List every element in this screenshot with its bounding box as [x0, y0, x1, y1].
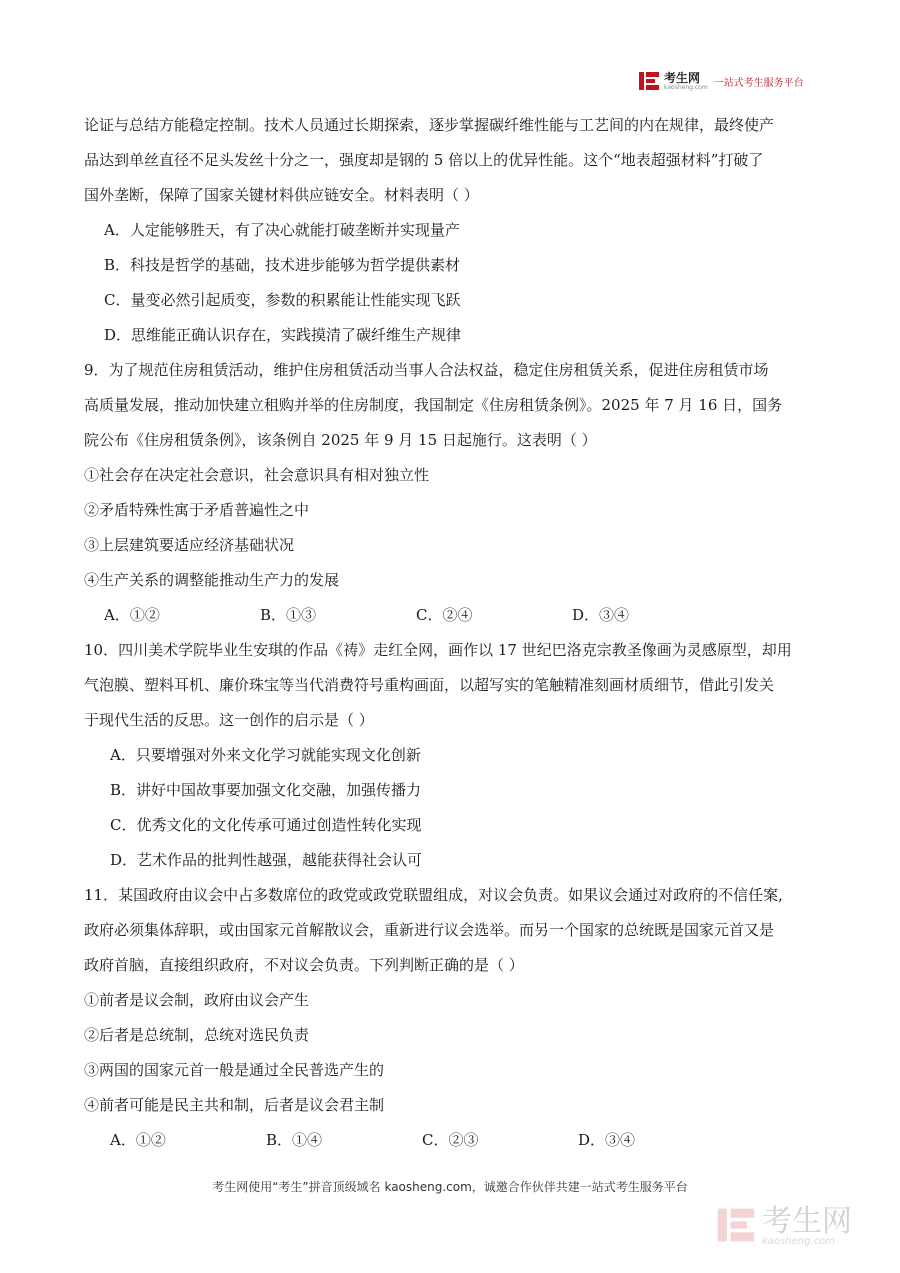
q9-item-2: ②矛盾特殊性寓于矛盾普遍性之中: [84, 501, 310, 519]
q8-stem-line: 品达到单丝直径不足头发丝十分之一，强度却是钢的 5 倍以上的优异性能。这个“地表超强材料”打破了: [84, 151, 764, 169]
q8-option-c: C．量变必然引起质变，参数的积累能让性能实现飞跃: [104, 291, 461, 309]
q9-stem-line: 9．为了规范住房租赁活动，维护住房租赁活动当事人合法权益，稳定住房租赁关系，促进住房租赁市场: [84, 361, 769, 379]
watermark-en: kaosheng.com: [762, 1236, 835, 1247]
q8-stem-line: 论证与总结方能稳定控制。技术人员通过长期探索，逐步掌握碳纤维性能与工艺间的内在规律，最终使产: [84, 116, 775, 134]
logo-en: kaosheng.com: [664, 83, 708, 91]
q11-item-2: ②后者是总统制，总统对选民负责: [84, 1026, 310, 1044]
q10-stem-line: 10．四川美术学院毕业生安琪的作品《祷》走红全网，画作以 17 世纪巴洛克宗教圣像画为灵感原型，却用: [84, 641, 792, 659]
q11-stem-line: 11．某国政府由议会中占多数席位的政党或政党联盟组成，对议会负责。如果议会通过对政府的不信任案,: [84, 886, 783, 904]
watermark-logo-icon: [716, 1204, 756, 1250]
q11-choice-d: D．③④: [578, 1131, 636, 1149]
header-logo: [638, 70, 804, 92]
q9-choice-c: C．②④: [416, 606, 473, 624]
q9-item-1: ①社会存在决定社会意识，社会意识具有相对独立性: [84, 466, 430, 484]
q11-stem-line: 政府必须集体辞职，或由国家元首解散议会，重新进行议会选举。而另一个国家的总统既是国家元首又是: [84, 921, 775, 939]
watermark-cn: 考生网: [762, 1204, 852, 1239]
q9-choices: [84, 598, 824, 633]
q10-option-c: C．优秀文化的文化传承可通过创造性转化实现: [110, 816, 422, 834]
q9-choice-b: B．①③: [260, 606, 317, 624]
q9-stem-line: 院公布《住房租赁条例》，该条例自 2025 年 9 月 15 日起施行。这表明（ ）: [84, 431, 597, 449]
q9-item-4: ④生产关系的调整能推动生产力的发展: [84, 571, 340, 589]
page-content: [84, 108, 824, 1158]
q10-stem-line: 于现代生活的反思。这一创作的启示是（ ）: [84, 711, 374, 729]
q8-option-a: A．人定能够胜天，有了决心就能打破垄断并实现量产: [104, 221, 460, 239]
q8-option-d: D．思维能正确认识存在，实践摸清了碳纤维生产规律: [104, 326, 462, 344]
q11-choice-b: B．①④: [266, 1131, 323, 1149]
q10-stem-line: 气泡膜、塑料耳机、廉价珠宝等当代消费符号重构画面，以超写实的笔触精准刻画材质细节，借此引发关: [84, 676, 775, 694]
q10-option-d: D．艺术作品的批判性越强，越能获得社会认可: [110, 851, 423, 869]
q11-choice-c: C．②③: [422, 1131, 479, 1149]
q9-item-3: ③上层建筑要适应经济基础状况: [84, 536, 295, 554]
kaosheng-logo-icon: [638, 70, 660, 92]
q11-choices: [84, 1123, 824, 1158]
q10-option-b: B．讲好中国故事要加强文化交融，加强传播力: [110, 781, 422, 799]
watermark-text: [762, 1204, 852, 1247]
q11-choice-a: A．①②: [110, 1131, 166, 1149]
q8-option-b: B．科技是哲学的基础，技术进步能够为哲学提供素材: [104, 256, 461, 274]
watermark: [716, 1204, 852, 1250]
q11-item-1: ①前者是议会制，政府由议会产生: [84, 991, 310, 1009]
page-footer: 考生网使用“考生”拼音顶级域名 kaosheng.com，诚邀合作伙伴共建一站式考生服务平台: [212, 1180, 688, 1194]
q11-item-3: ③两国的国家元首一般是通过全民普选产生的: [84, 1061, 385, 1079]
q9-choice-a: A．①②: [104, 606, 160, 624]
logo-text: [664, 72, 708, 91]
q10-option-a: A．只要增强对外来文化学习就能实现文化创新: [110, 746, 421, 764]
q9-stem-line: 高质量发展，推动加快建立租购并举的住房制度，我国制定《住房租赁条例》。2025 年 7 月 16 日，国务: [84, 396, 783, 414]
q8-stem-line: 国外垄断，保障了国家关键材料供应链安全。材料表明（ ）: [84, 186, 479, 204]
q11-stem-line: 政府首脑，直接组织政府，不对议会负责。下列判断正确的是（ ）: [84, 956, 524, 974]
q9-choice-d: D．③④: [572, 606, 630, 624]
logo-cn: 考生网: [664, 70, 701, 85]
q11-item-4: ④前者可能是民主共和制，后者是议会君主制: [84, 1096, 385, 1114]
header-slogan: 一站式考生服务平台: [713, 77, 804, 89]
